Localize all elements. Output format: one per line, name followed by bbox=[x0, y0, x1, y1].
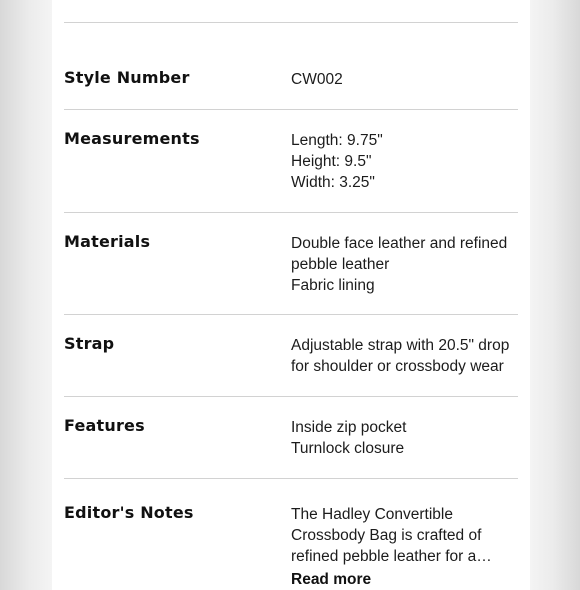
divider bbox=[64, 396, 518, 397]
detail-value: Adjustable strap with 20.5" drop for shoulder or crossbody wear bbox=[291, 337, 510, 375]
detail-value: CW002 bbox=[291, 71, 343, 88]
detail-value: Double face leather and refined pebble leather Fabric lining bbox=[291, 235, 508, 294]
detail-label: Materials bbox=[64, 232, 151, 251]
detail-label: Measurements bbox=[64, 129, 200, 148]
detail-label: Strap bbox=[64, 334, 115, 353]
divider bbox=[64, 109, 518, 110]
divider bbox=[64, 22, 518, 23]
detail-label: Style Number bbox=[64, 68, 190, 87]
detail-value: The Hadley Convertible Crossbody Bag is crafted of refined pebble leather for a… Read more bbox=[291, 504, 523, 590]
detail-label: Editor's Notes bbox=[64, 503, 194, 522]
detail-label: Features bbox=[64, 416, 145, 435]
divider bbox=[64, 314, 518, 315]
read-more-link[interactable]: Read more bbox=[291, 571, 372, 588]
product-details-panel bbox=[52, 0, 530, 588]
divider bbox=[64, 212, 518, 213]
detail-value: Length: 9.75" Height: 9.5" Width: 3.25" bbox=[291, 132, 383, 191]
detail-value: Inside zip pocket Turnlock closure bbox=[291, 419, 407, 457]
divider bbox=[64, 478, 518, 479]
